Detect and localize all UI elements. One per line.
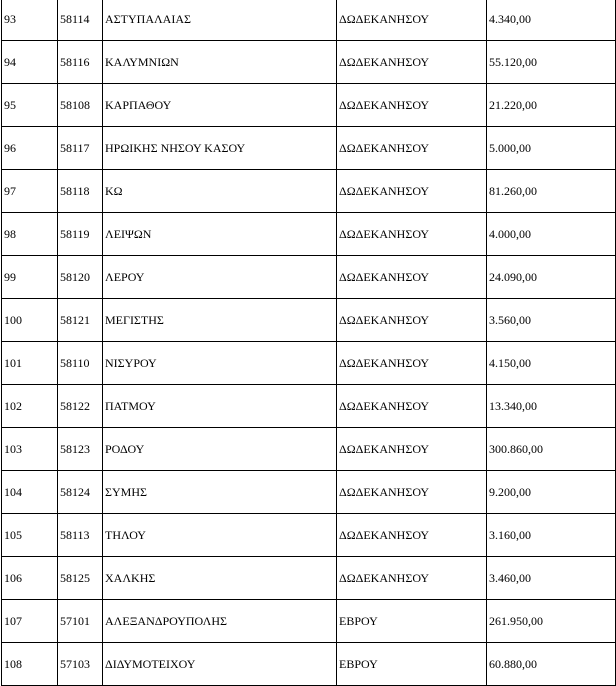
municipality-name-cell-text: ΔΙΔΥΜΟΤΕΙΧΟΥ [105,657,196,671]
table-row [2,213,616,256]
prefecture-cell-text: ΕΒΡΟΥ [339,657,378,671]
amount-cell [487,256,616,299]
prefecture-cell-text: ΔΩΔΕΚΑΝΗΣΟΥ [339,313,430,327]
prefecture-cell [337,0,487,41]
amount-cell [487,557,616,600]
prefecture-cell [337,385,487,428]
amount-cell [487,428,616,471]
row-number-cell-text: 106 [4,571,22,585]
municipality-code-cell-text: 58124 [60,485,90,499]
prefecture-cell [337,41,487,84]
table-row [2,342,616,385]
municipality-code-cell [58,0,103,41]
municipality-name-cell-text: ΚΩ [105,184,123,198]
row-number-cell-text: 100 [4,313,22,327]
row-number-cell-text: 93 [4,12,16,26]
row-number-cell [2,41,58,84]
municipality-code-cell-text: 58108 [60,98,90,112]
municipality-code-cell [58,213,103,256]
amount-cell-text: 21.220,00 [489,98,537,112]
row-number-cell-text: 105 [4,528,22,542]
row-number-cell [2,84,58,127]
municipality-name-cell [103,0,337,41]
amount-cell-text: 81.260,00 [489,184,537,198]
table-row [2,643,616,686]
table-row [2,41,616,84]
amount-cell-text: 300.860,00 [489,442,543,456]
municipality-name-cell [103,127,337,170]
municipality-code-cell [58,471,103,514]
prefecture-cell [337,342,487,385]
municipality-name-cell-text: ΑΣΤΥΠΑΛΑΙΑΣ [105,12,191,26]
amount-cell-text: 4.340,00 [489,12,531,26]
amount-cell-text: 5.000,00 [489,141,531,155]
amount-cell [487,342,616,385]
amount-cell [487,41,616,84]
municipality-code-cell-text: 58122 [60,399,90,413]
municipality-code-cell [58,643,103,686]
prefecture-cell [337,170,487,213]
prefecture-cell [337,299,487,342]
municipality-name-cell-text: ΚΑΛΥΜΝΙΩΝ [105,55,179,69]
prefecture-cell-text: ΔΩΔΕΚΑΝΗΣΟΥ [339,528,430,542]
amount-cell [487,299,616,342]
prefecture-cell [337,127,487,170]
prefecture-cell [337,600,487,643]
municipality-code-cell [58,557,103,600]
amount-cell-text: 24.090,00 [489,270,537,284]
prefecture-cell-text: ΔΩΔΕΚΑΝΗΣΟΥ [339,485,430,499]
row-number-cell [2,385,58,428]
amount-cell-text: 60.880,00 [489,657,537,671]
municipality-name-cell [103,41,337,84]
municipality-name-cell [103,428,337,471]
municipality-name-cell-text: ΑΛΕΞΑΝΔΡΟΥΠΟΛΗΣ [105,614,227,628]
amount-cell [487,213,616,256]
municipality-code-cell [58,299,103,342]
municipality-name-cell [103,514,337,557]
municipality-code-cell-text: 58123 [60,442,90,456]
amount-cell [487,127,616,170]
prefecture-cell-text: ΔΩΔΕΚΑΝΗΣΟΥ [339,571,430,585]
prefecture-cell-text: ΔΩΔΕΚΑΝΗΣΟΥ [339,98,430,112]
table-row [2,0,616,41]
prefecture-cell [337,557,487,600]
municipality-code-cell-text: 58120 [60,270,90,284]
prefecture-cell [337,84,487,127]
municipality-code-cell-text: 58121 [60,313,90,327]
prefecture-cell [337,643,487,686]
municipality-name-cell-text: ΧΑΛΚΗΣ [105,571,156,585]
municipality-code-cell-text: 58116 [60,55,90,69]
prefecture-cell-text: ΔΩΔΕΚΑΝΗΣΟΥ [339,184,430,198]
row-number-cell-text: 102 [4,399,22,413]
row-number-cell-text: 97 [4,184,16,198]
row-number-cell-text: 99 [4,270,16,284]
amount-cell [487,0,616,41]
prefecture-cell-text: ΔΩΔΕΚΑΝΗΣΟΥ [339,356,430,370]
municipality-name-cell [103,213,337,256]
amount-cell-text: 3.460,00 [489,571,531,585]
table-row [2,127,616,170]
municipality-name-cell-text: ΛΕΙΨΩΝ [105,227,152,241]
row-number-cell-text: 103 [4,442,22,456]
table-row [2,514,616,557]
prefecture-cell-text: ΔΩΔΕΚΑΝΗΣΟΥ [339,12,430,26]
row-number-cell-text: 104 [4,485,22,499]
amount-cell [487,385,616,428]
municipality-code-cell [58,428,103,471]
municipality-name-cell [103,84,337,127]
prefecture-cell-text: ΔΩΔΕΚΑΝΗΣΟΥ [339,55,430,69]
prefecture-cell-text: ΔΩΔΕΚΑΝΗΣΟΥ [339,141,430,155]
row-number-cell [2,471,58,514]
municipality-code-cell-text: 58125 [60,571,90,585]
table-row [2,557,616,600]
municipality-name-cell-text: ΛΕΡΟΥ [105,270,145,284]
prefecture-cell-text: ΕΒΡΟΥ [339,614,378,628]
municipality-code-cell [58,256,103,299]
row-number-cell-text: 94 [4,55,16,69]
municipality-name-cell [103,385,337,428]
municipality-code-cell-text: 58113 [60,528,90,542]
municipality-code-cell [58,170,103,213]
municipality-code-cell-text: 57103 [60,657,90,671]
amount-cell-text: 4.000,00 [489,227,531,241]
amount-cell-text: 3.560,00 [489,313,531,327]
row-number-cell [2,514,58,557]
municipality-code-cell-text: 58110 [60,356,90,370]
prefecture-cell [337,428,487,471]
municipality-name-cell [103,342,337,385]
amount-cell [487,600,616,643]
table-row [2,170,616,213]
amount-cell-text: 13.340,00 [489,399,537,413]
municipality-name-cell-text: ΡΟΔΟΥ [105,442,145,456]
municipality-code-cell-text: 58117 [60,141,90,155]
municipality-name-cell-text: ΚΑΡΠΑΘΟΥ [105,98,172,112]
row-number-cell [2,299,58,342]
row-number-cell [2,557,58,600]
municipality-name-cell [103,299,337,342]
municipality-name-cell-text: ΝΙΣΥΡΟΥ [105,356,157,370]
amount-cell-text: 9.200,00 [489,485,531,499]
amount-cell [487,84,616,127]
table-row [2,256,616,299]
row-number-cell [2,213,58,256]
municipality-code-cell [58,127,103,170]
row-number-cell-text: 96 [4,141,16,155]
row-number-cell-text: 107 [4,614,22,628]
municipality-name-cell-text: ΗΡΩΙΚΗΣ ΝΗΣΟΥ ΚΑΣΟΥ [105,141,246,155]
row-number-cell-text: 95 [4,98,16,112]
table-row [2,600,616,643]
municipality-name-cell [103,256,337,299]
table-row [2,84,616,127]
municipality-code-cell-text: 58118 [60,184,90,198]
table-row [2,471,616,514]
prefecture-cell-text: ΔΩΔΕΚΑΝΗΣΟΥ [339,442,430,456]
allocation-table [1,0,616,686]
municipality-name-cell-text: ΤΗΛΟΥ [105,528,146,542]
amount-cell [487,514,616,557]
municipality-code-cell [58,514,103,557]
row-number-cell [2,127,58,170]
prefecture-cell [337,213,487,256]
row-number-cell [2,256,58,299]
amount-cell-text: 3.160,00 [489,528,531,542]
municipality-code-cell-text: 58119 [60,227,90,241]
municipality-name-cell-text: ΣΥΜΗΣ [105,485,147,499]
amount-cell [487,643,616,686]
table-row [2,299,616,342]
table-row [2,385,616,428]
amount-cell-text: 55.120,00 [489,55,537,69]
prefecture-cell [337,471,487,514]
amount-cell-text: 261.950,00 [489,614,543,628]
municipality-code-cell [58,84,103,127]
municipality-code-cell [58,342,103,385]
municipality-name-cell [103,557,337,600]
table-body [2,0,616,686]
prefecture-cell [337,256,487,299]
prefecture-cell-text: ΔΩΔΕΚΑΝΗΣΟΥ [339,227,430,241]
row-number-cell [2,170,58,213]
municipality-code-cell [58,385,103,428]
amount-cell [487,471,616,514]
table-row [2,428,616,471]
municipality-code-cell [58,41,103,84]
municipality-name-cell [103,600,337,643]
row-number-cell [2,643,58,686]
row-number-cell-text: 101 [4,356,22,370]
row-number-cell [2,0,58,41]
row-number-cell [2,342,58,385]
municipality-name-cell [103,471,337,514]
prefecture-cell-text: ΔΩΔΕΚΑΝΗΣΟΥ [339,270,430,284]
municipality-code-cell-text: 57101 [60,614,90,628]
municipality-code-cell-text: 58114 [60,12,90,26]
municipality-name-cell [103,170,337,213]
row-number-cell-text: 98 [4,227,16,241]
row-number-cell-text: 108 [4,657,22,671]
prefecture-cell-text: ΔΩΔΕΚΑΝΗΣΟΥ [339,399,430,413]
municipality-name-cell-text: ΠΑΤΜΟΥ [105,399,156,413]
row-number-cell [2,600,58,643]
municipality-name-cell-text: ΜΕΓΙΣΤΗΣ [105,313,164,327]
municipality-code-cell [58,600,103,643]
amount-cell [487,170,616,213]
prefecture-cell [337,514,487,557]
municipality-name-cell [103,643,337,686]
row-number-cell [2,428,58,471]
amount-cell-text: 4.150,00 [489,356,531,370]
